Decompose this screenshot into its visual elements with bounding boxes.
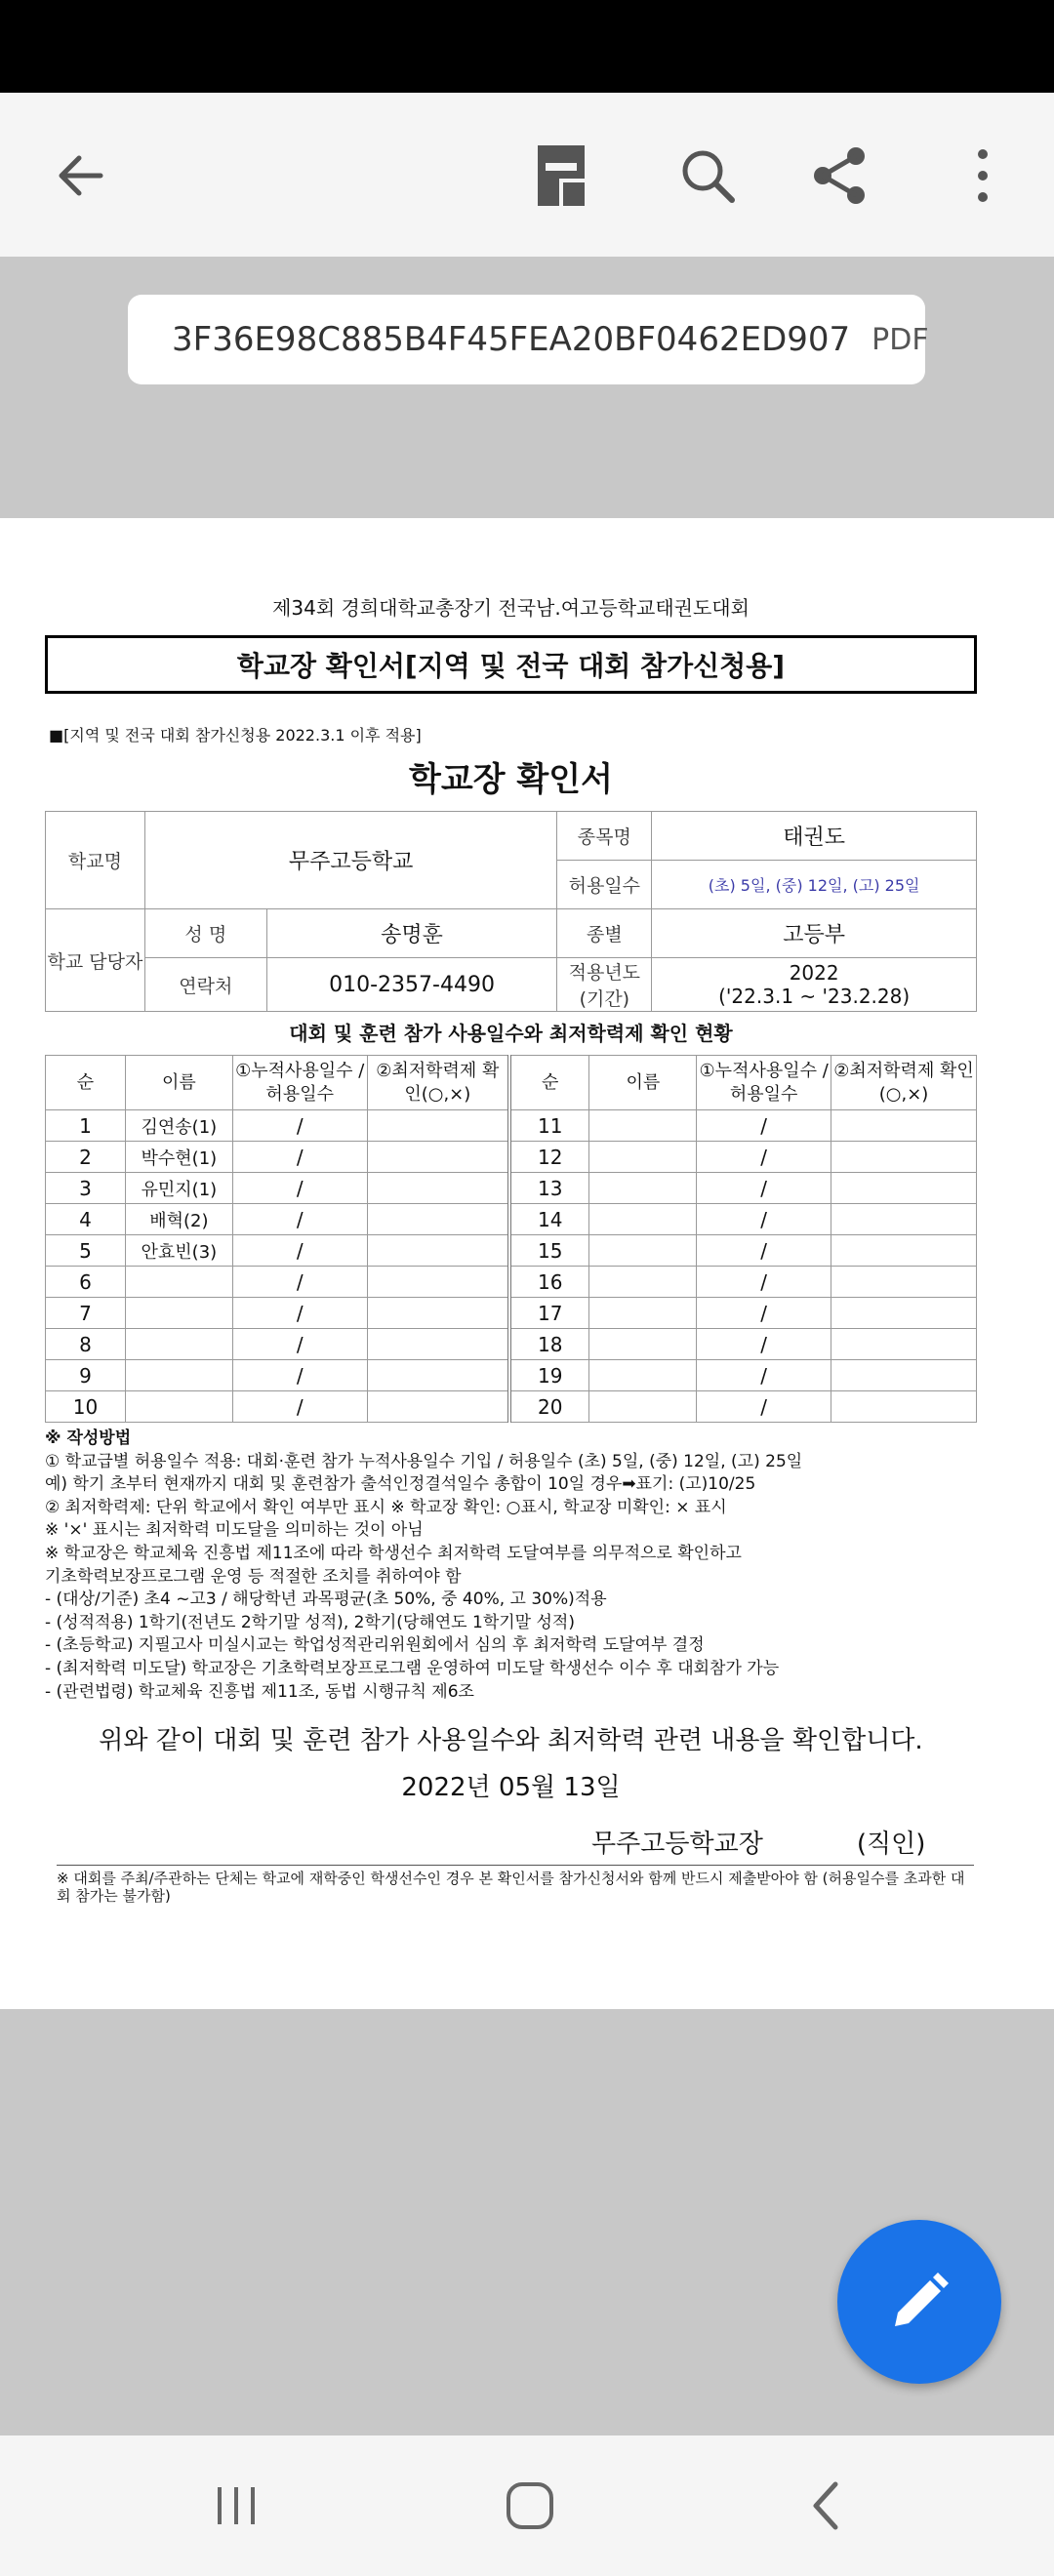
row-number: 5 bbox=[46, 1235, 126, 1267]
row-number: 6 bbox=[46, 1267, 126, 1298]
used-days: / bbox=[232, 1298, 367, 1329]
share-icon[interactable] bbox=[796, 132, 884, 220]
row-number: 16 bbox=[509, 1267, 589, 1298]
student-name: 배혁(2) bbox=[125, 1204, 232, 1235]
student-name bbox=[589, 1173, 697, 1204]
student-name bbox=[589, 1142, 697, 1173]
student-name bbox=[589, 1204, 697, 1235]
table-row bbox=[46, 1142, 977, 1173]
row-number: 2 bbox=[46, 1142, 126, 1173]
academic-check bbox=[367, 1267, 509, 1298]
used-days: / bbox=[697, 1235, 831, 1267]
academic-check bbox=[831, 1298, 977, 1329]
event-label: 종목명 bbox=[557, 812, 652, 861]
used-days: / bbox=[697, 1110, 831, 1142]
event-value: 태권도 bbox=[652, 812, 977, 861]
col-header-name: 이름 bbox=[125, 1056, 232, 1110]
table-header-row bbox=[46, 1056, 977, 1110]
contact-label: 연락처 bbox=[144, 958, 266, 1012]
division-value: 고등부 bbox=[652, 909, 977, 958]
table-row bbox=[46, 1173, 977, 1204]
note-line: ※ 작성방법 bbox=[45, 1429, 132, 1448]
form-title-box bbox=[45, 635, 977, 694]
used-days: / bbox=[232, 1173, 367, 1204]
status-title: 대회 및 훈련 참가 사용일수와 최저학력제 확인 현황 bbox=[289, 1022, 733, 1045]
file-name-pill bbox=[128, 295, 929, 384]
principal-name: 무주고등학교장 bbox=[591, 1830, 763, 1859]
back-arrow-icon[interactable] bbox=[37, 132, 125, 220]
division-label: 종별 bbox=[557, 909, 652, 958]
status-table bbox=[45, 1055, 977, 1423]
academic-check bbox=[831, 1173, 977, 1204]
year-value: 2022 bbox=[789, 961, 839, 985]
name-value: 송명훈 bbox=[266, 909, 557, 958]
row-number: 8 bbox=[46, 1329, 126, 1360]
year-label: 적용년도 (기간) bbox=[557, 958, 652, 1012]
note-line: - (대상/기준) 초4 ~고3 / 해당학년 과목평균(초 50%, 중 40%, 고 30%)적용 bbox=[45, 1590, 607, 1610]
note-line: 예) 학기 초부터 현재까지 대회 및 훈련참가 출석인정결석일수 총합이 10일 경우➡표기: (고)10/25 bbox=[45, 1474, 756, 1495]
col-header-academic: ②최저학력제 확인(○,×) bbox=[367, 1056, 509, 1110]
academic-check bbox=[367, 1110, 509, 1142]
used-days: / bbox=[232, 1329, 367, 1360]
note-line: ① 학교급별 허용일수 적용: 대회·훈련 참가 누적사용일수 기입 / 허용일수 (초) 5일, (중) 12일, (고) 25일 bbox=[45, 1451, 803, 1471]
col-header-no: 순 bbox=[46, 1056, 126, 1110]
academic-check bbox=[831, 1267, 977, 1298]
table-row bbox=[46, 1235, 977, 1267]
seal-label: (직인) bbox=[856, 1830, 926, 1859]
used-days: / bbox=[232, 1142, 367, 1173]
status-bar bbox=[0, 0, 1054, 93]
row-number: 9 bbox=[46, 1360, 126, 1391]
academic-check bbox=[831, 1110, 977, 1142]
row-number: 3 bbox=[46, 1173, 126, 1204]
pencil-icon bbox=[885, 2268, 953, 2336]
table-row bbox=[46, 1391, 977, 1423]
academic-check bbox=[831, 1142, 977, 1173]
used-days: / bbox=[697, 1142, 831, 1173]
academic-check bbox=[367, 1391, 509, 1423]
col-header-name: 이름 bbox=[589, 1056, 697, 1110]
table-row bbox=[46, 1329, 977, 1360]
name-label: 성 명 bbox=[144, 909, 266, 958]
writing-guide bbox=[45, 1428, 977, 1704]
used-days: / bbox=[697, 1298, 831, 1329]
note-line: - (최저학력 미도달) 학교장은 기초학력보장프로그램 운영하여 미도달 학생선수 이수 후 대회참가 가능 bbox=[45, 1658, 780, 1678]
note-line: ※ '×' 표시는 최저학력 미도달을 의미하는 것이 아님 bbox=[45, 1520, 424, 1541]
student-name bbox=[589, 1267, 697, 1298]
allowed-value: (초) 5일, (중) 12일, (고) 25일 bbox=[652, 861, 977, 909]
student-name bbox=[589, 1298, 697, 1329]
note-line: - (초등학교) 지필고사 미실시교는 학업성적관리위원회에서 심의 후 최저학력 도달여부 결정 bbox=[45, 1635, 705, 1656]
row-number: 20 bbox=[509, 1391, 589, 1423]
period-value: ('22.3.1 ~ '23.2.28) bbox=[718, 985, 911, 1008]
col-header-no: 순 bbox=[509, 1056, 589, 1110]
used-days: / bbox=[697, 1329, 831, 1360]
student-name bbox=[589, 1391, 697, 1423]
allowed-label: 허용일수 bbox=[557, 861, 652, 909]
academic-check bbox=[831, 1360, 977, 1391]
row-number: 17 bbox=[509, 1298, 589, 1329]
row-number: 11 bbox=[509, 1110, 589, 1142]
student-name: 박수현(1) bbox=[125, 1142, 232, 1173]
school-name: 무주고등학교 bbox=[144, 812, 557, 909]
contact-value: 010-2357-4490 bbox=[266, 958, 557, 1012]
col-header-days: ①누적사용일수 /허용일수 bbox=[697, 1056, 831, 1110]
student-name bbox=[589, 1235, 697, 1267]
table-row bbox=[46, 1298, 977, 1329]
used-days: / bbox=[232, 1235, 367, 1267]
note-line: 기초학력보장프로그램 운영 등 적절한 조치를 취하여야 함 bbox=[45, 1566, 462, 1587]
col-header-days: ①누적사용일수 /허용일수 bbox=[232, 1056, 367, 1110]
academic-check bbox=[367, 1173, 509, 1204]
competition-title: 제34회 경희대학교총장기 전국남.여고등학교태권도대회 bbox=[272, 596, 750, 620]
home-icon[interactable] bbox=[491, 2467, 569, 2545]
student-name bbox=[589, 1110, 697, 1142]
manager-label: 학교 담당자 bbox=[46, 909, 145, 1012]
more-options-icon[interactable] bbox=[939, 132, 1027, 220]
footnote: ※ 대회를 주최/주관하는 단체는 학교에 재학중인 학생선수인 경우 본 확인서를 참가신청서와 함께 반드시 제출받아야 함 (허용일수를 초과한 대회 참가는 불가함) bbox=[57, 1865, 974, 1905]
info-table bbox=[45, 811, 977, 1012]
row-number: 19 bbox=[509, 1360, 589, 1391]
academic-check bbox=[367, 1142, 509, 1173]
academic-check bbox=[831, 1391, 977, 1423]
student-name bbox=[125, 1267, 232, 1298]
academic-check bbox=[367, 1298, 509, 1329]
table-row bbox=[46, 1360, 977, 1391]
used-days: / bbox=[232, 1391, 367, 1423]
pdf-page[interactable] bbox=[0, 518, 1054, 2009]
applicable-note: ■[지역 및 전국 대회 참가신청용 2022.3.1 이후 적용] bbox=[49, 726, 422, 745]
table-row bbox=[46, 1204, 977, 1235]
row-number: 15 bbox=[509, 1235, 589, 1267]
note-line: ② 최저학력제: 단위 학교에서 확인 여부만 표시 ※ 학교장 확인: ○표시, 학교장 미확인: × 표시 bbox=[45, 1497, 727, 1517]
note-line: - (관련법령) 학교체육 진흥법 제11조, 동법 시행규칙 제6조 bbox=[45, 1681, 474, 1702]
search-icon[interactable] bbox=[664, 132, 751, 220]
academic-check bbox=[367, 1204, 509, 1235]
row-number: 14 bbox=[509, 1204, 589, 1235]
issue-date: 2022년 05월 13일 bbox=[401, 1773, 621, 1802]
row-number: 18 bbox=[509, 1329, 589, 1360]
academic-check bbox=[367, 1360, 509, 1391]
academic-check bbox=[831, 1235, 977, 1267]
academic-check bbox=[831, 1329, 977, 1360]
row-number: 1 bbox=[46, 1110, 126, 1142]
student-name bbox=[125, 1298, 232, 1329]
used-days: / bbox=[697, 1267, 831, 1298]
school-label: 학교명 bbox=[46, 812, 145, 909]
row-number: 4 bbox=[46, 1204, 126, 1235]
recent-apps-icon[interactable] bbox=[197, 2467, 275, 2545]
used-days: / bbox=[697, 1360, 831, 1391]
main-title: 학교장 확인서 bbox=[409, 760, 613, 799]
student-name bbox=[589, 1360, 697, 1391]
col-header-academic: ②최저학력제 확인(○,×) bbox=[831, 1056, 977, 1110]
edit-fab-button[interactable] bbox=[837, 2220, 1001, 2384]
reading-mode-icon[interactable] bbox=[517, 132, 605, 220]
top-toolbar bbox=[0, 93, 1054, 257]
used-days: / bbox=[697, 1391, 831, 1423]
note-line: - (성적적용) 1학기(전년도 2학기말 성적), 2학기(당해연도 1학기말 성적) bbox=[45, 1612, 575, 1632]
table-row bbox=[46, 1110, 977, 1142]
academic-check bbox=[367, 1235, 509, 1267]
student-name bbox=[125, 1360, 232, 1391]
file-extension: PDF bbox=[872, 322, 929, 357]
student-name bbox=[589, 1329, 697, 1360]
academic-check bbox=[831, 1204, 977, 1235]
row-number: 13 bbox=[509, 1173, 589, 1204]
used-days: / bbox=[232, 1110, 367, 1142]
file-name: 3F36E98C885B4F45FEA20BF0462ED907 bbox=[172, 320, 851, 359]
table-row bbox=[46, 1267, 977, 1298]
note-line: ※ 학교장은 학교체육 진흥법 제11조에 따라 학생선수 최저학력 도달여부를 의무적으로 확인하고 bbox=[45, 1543, 742, 1563]
back-nav-icon[interactable] bbox=[787, 2467, 865, 2545]
principal-signature bbox=[591, 1824, 925, 1860]
confirm-statement: 위와 같이 대회 및 훈련 참가 사용일수와 최저학력 관련 내용을 확인합니다. bbox=[99, 1726, 923, 1755]
academic-check bbox=[367, 1329, 509, 1360]
row-number: 12 bbox=[509, 1142, 589, 1173]
row-number: 10 bbox=[46, 1391, 126, 1423]
navigation-bar bbox=[0, 2435, 1054, 2576]
student-name bbox=[125, 1329, 232, 1360]
student-name: 김연송(1) bbox=[125, 1110, 232, 1142]
used-days: / bbox=[697, 1204, 831, 1235]
row-number: 7 bbox=[46, 1298, 126, 1329]
year-cell bbox=[652, 958, 977, 1012]
used-days: / bbox=[232, 1204, 367, 1235]
student-name: 안효빈(3) bbox=[125, 1235, 232, 1267]
used-days: / bbox=[232, 1267, 367, 1298]
used-days: / bbox=[697, 1173, 831, 1204]
student-name: 유민지(1) bbox=[125, 1173, 232, 1204]
form-title: 학교장 확인서[지역 및 전국 대회 참가신청용] bbox=[236, 650, 786, 682]
used-days: / bbox=[232, 1360, 367, 1391]
student-name bbox=[125, 1391, 232, 1423]
